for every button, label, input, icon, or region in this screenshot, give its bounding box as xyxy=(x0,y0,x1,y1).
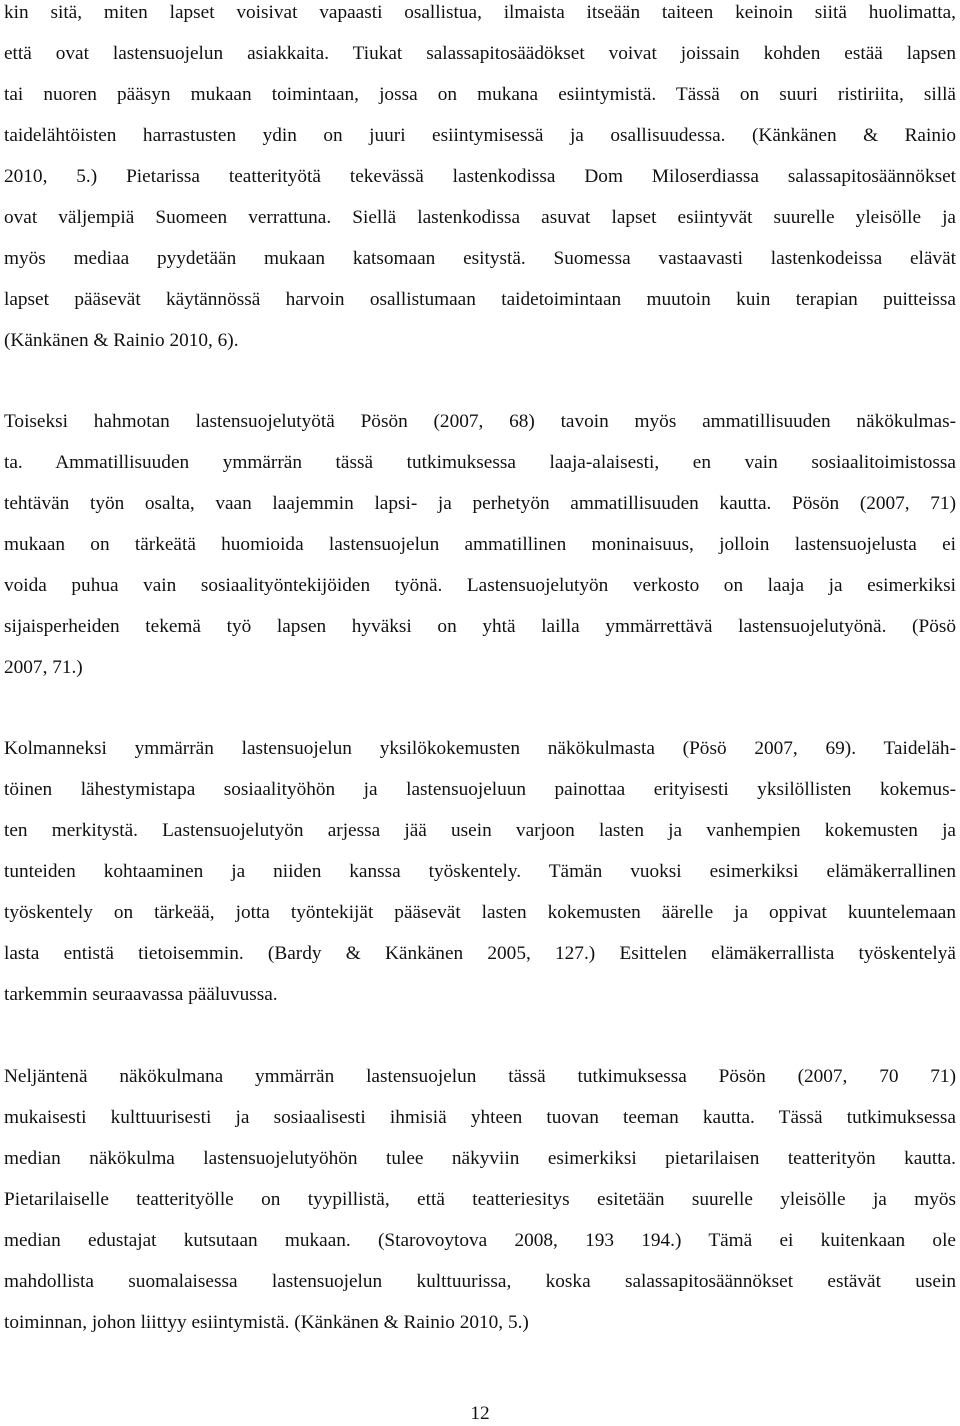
text-line: tai nuoren pääsyn mukaan toimintaan, jossa on mukana esiintymistä. Tässä on suuri ristiriita, sillä xyxy=(4,84,956,105)
text-line: voida puhua vain sosiaalityöntekijöiden työnä. Lastensuojelutyön verkosto on laaja ja esimerkiksi xyxy=(4,575,956,596)
text-line: median edustajat kutsutaan mukaan. (Starovoytova 2008, 193 194.) Tämä ei kuitenkaan ole xyxy=(4,1230,956,1251)
text-line: mukaan on tärkeätä huomioida lastensuojelun ammatillinen moninaisuus, jolloin lastensuojelusta ei xyxy=(4,534,956,555)
text-line: mahdollista suomalaisessa lastensuojelun kulttuurissa, koska salassapitosäännökset estävät usein xyxy=(4,1271,956,1292)
text-line: tarkemmin seuraavassa pääluvussa. xyxy=(4,984,278,1005)
text-line: että ovat lastensuojelun asiakkaita. Tiukat salassapitosäädökset voivat joissain kohden estää lapsen xyxy=(4,43,956,64)
text-line: taidelähtöisten harrastusten ydin on juuri esiintymisessä ja osallisuudessa. (Känkänen & Rainio xyxy=(4,125,956,146)
text-line: työskentely on tärkeää, jotta työntekijät pääsevät lasten kokemusten äärelle ja oppivat kuuntelemaan xyxy=(4,902,956,923)
text-line: ovat väljempiä Suomeen verrattuna. Siellä lastenkodissa asuvat lapset esiintyvät suurelle yleisölle ja xyxy=(4,207,956,228)
text-line: toiminnan, johon liittyy esiintymistä. (Känkänen & Rainio 2010, 5.) xyxy=(4,1312,529,1333)
text-line: myös mediaa pyydetään mukaan katsomaan esitystä. Suomessa vastaavasti lastenkodeissa elävät xyxy=(4,248,956,269)
text-line: Toiseksi hahmotan lastensuojelutyötä Pösön (2007, 68) tavoin myös ammatillisuuden näkökulmas- xyxy=(4,411,956,432)
text-line: median näkökulma lastensuojelutyöhön tulee näkyviin esimerkiksi pietarilaisen teatterityön kautta. xyxy=(4,1148,956,1169)
text-line: ten merkitystä. Lastensuojelutyön arjessa jää usein varjoon lasten ja vanhempien kokemusten ja xyxy=(4,820,956,841)
text-line: mukaisesti kulttuurisesti ja sosiaalisesti ihmisiä yhteen tuovan teeman kautta. Tässä tutkimuksessa xyxy=(4,1107,956,1128)
text-line: 2007, 71.) xyxy=(4,657,83,678)
text-line: Neljäntenä näkökulmana ymmärrän lastensuojelun tässä tutkimuksessa Pösön (2007, 70 71) xyxy=(4,1066,956,1087)
page-number: 12 xyxy=(470,1403,490,1424)
text-line: ta. Ammatillisuuden ymmärrän tässä tutkimuksessa laaja-alaisesti, en vain sosiaalitoimistossa xyxy=(4,452,956,473)
text-line: sijaisperheiden tekemä työ lapsen hyväksi on yhtä lailla ymmärrettävä lastensuojelutyönä. (Pösö xyxy=(4,616,956,637)
text-line: lasta entistä tietoisemmin. (Bardy & Känkänen 2005, 127.) Esittelen elämäkerrallista työskentelyä xyxy=(4,943,956,964)
text-line: (Känkänen & Rainio 2010, 6). xyxy=(4,330,239,351)
text-line: töinen lähestymistapa sosiaalityöhön ja lastensuojeluun painottaa erityisesti yksilöllisten kokemus- xyxy=(4,779,956,800)
text-line: Kolmanneksi ymmärrän lastensuojelun yksilökokemusten näkökulmasta (Pösö 2007, 69). Taideläh- xyxy=(4,738,956,759)
text-line: kin sitä, miten lapset voisivat vapaasti osallistua, ilmaista itseään taiteen keinoin siitä huolimatta, xyxy=(4,2,956,23)
text-line: 2010, 5.) Pietarissa teatterityötä tekevässä lastenkodissa Dom Miloserdiassa salassapitosäännökset xyxy=(4,166,956,187)
text-line: tehtävän työn osalta, vaan laajemmin lapsi- ja perhetyön ammatillisuuden kautta. Pösön (2007, 71) xyxy=(4,493,956,514)
text-line: Pietarilaiselle teatterityölle on tyypillistä, että teatteriesitys esitetään suurelle yleisölle ja myös xyxy=(4,1189,956,1210)
text-line: lapset pääsevät käytännössä harvoin osallistumaan taidetoimintaan muutoin kuin terapian puitteissa xyxy=(4,289,956,310)
text-line: tunteiden kohtaaminen ja niiden kanssa työskentely. Tämän vuoksi esimerkiksi elämäkerrallinen xyxy=(4,861,956,882)
